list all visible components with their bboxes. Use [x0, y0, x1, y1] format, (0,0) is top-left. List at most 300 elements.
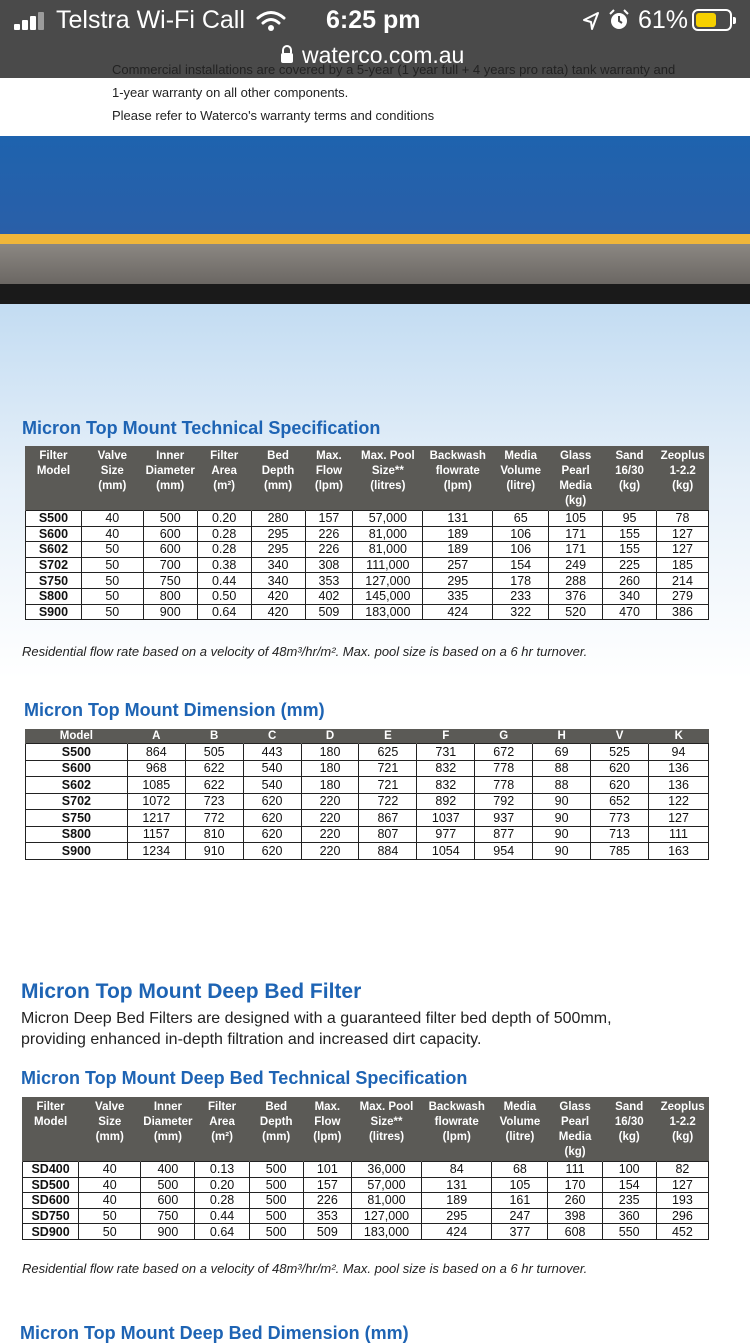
deep-bed-title: Micron Top Mount Deep Bed Filter	[21, 980, 362, 1003]
clock: 6:25 pm	[326, 6, 421, 34]
column-header-line: (mm)	[98, 480, 127, 492]
table-row	[26, 557, 709, 573]
model-cell: SD500	[23, 1177, 79, 1193]
table-cell: 183,000	[351, 1224, 421, 1240]
table-cell: 90	[533, 826, 591, 843]
table-cell: 500	[249, 1162, 303, 1178]
table-cell: 40	[81, 526, 143, 542]
model-cell: S702	[26, 793, 128, 810]
model-cell: S500	[26, 511, 82, 527]
table-cell: 131	[423, 511, 493, 527]
column-header-line: (mm)	[95, 1131, 124, 1143]
lock-icon	[280, 44, 294, 64]
column-header	[305, 446, 353, 511]
table-cell: 225	[603, 557, 657, 573]
column-header-line: Media	[504, 450, 537, 462]
table-cell: 40	[79, 1177, 141, 1193]
column-header-line: (kg)	[672, 1131, 694, 1143]
table-cell: 131	[422, 1177, 492, 1193]
column-header-line: Max.	[314, 1101, 341, 1113]
column-header-line: Filter	[208, 1101, 237, 1113]
table-cell: 877	[475, 826, 533, 843]
table-cell: 257	[423, 557, 493, 573]
table-cell: 220	[301, 793, 359, 810]
table-cell: 509	[303, 1224, 351, 1240]
table-cell: 40	[79, 1193, 141, 1209]
column-header	[648, 729, 708, 744]
column-header	[251, 446, 305, 511]
table-cell: 65	[493, 511, 549, 527]
table-cell: 622	[185, 777, 243, 794]
column-header-line: Media	[503, 1101, 537, 1113]
column-header-line: Flow	[314, 1116, 341, 1128]
table-cell: 0.44	[195, 1208, 249, 1224]
table-cell: 900	[143, 604, 197, 620]
table-cell: 424	[423, 604, 493, 620]
column-header	[141, 1097, 195, 1162]
spec-note: Residential flow rate based on a velocity of 48m³/hr/m². Max. pool size is based on a 6 hr turnover.	[22, 644, 588, 659]
table-cell: 800	[143, 588, 197, 604]
table-cell: 540	[243, 760, 301, 777]
table-cell: 296	[656, 1208, 708, 1224]
column-header-line: (mm)	[153, 1131, 182, 1143]
table-cell: 721	[359, 777, 417, 794]
table-cell: 226	[303, 1193, 351, 1209]
column-header-line: F	[442, 730, 450, 742]
battery-percent: 61%	[638, 6, 689, 34]
table-cell: 937	[475, 810, 533, 827]
table-cell: 122	[648, 793, 708, 810]
column-header-line: Bed	[265, 1101, 288, 1113]
column-header-line: Max. Pool	[359, 1101, 414, 1113]
model-cell: S600	[26, 760, 128, 777]
table-cell: 180	[301, 744, 359, 761]
column-header-line: 16/30	[614, 1116, 644, 1128]
column-header-line: (kg)	[618, 1131, 640, 1143]
table-cell: 731	[417, 744, 475, 761]
column-header-line: flowrate	[434, 1116, 479, 1128]
table-cell: 620	[243, 843, 301, 860]
column-header-line: Model	[33, 1116, 68, 1128]
column-header-line: (m²)	[213, 480, 236, 492]
table-cell: 235	[602, 1193, 656, 1209]
column-header	[417, 729, 475, 744]
table-cell: 1054	[417, 843, 475, 860]
table-cell: 295	[251, 542, 305, 558]
column-header-line: Glass	[559, 1101, 591, 1113]
table-cell: 622	[185, 760, 243, 777]
table-cell: 420	[251, 588, 305, 604]
column-header	[301, 729, 359, 744]
table-cell: 106	[493, 542, 549, 558]
battery-icon	[692, 9, 732, 31]
model-cell: SD600	[23, 1193, 79, 1209]
column-header-line: Filter	[36, 1101, 65, 1113]
model-cell: S900	[26, 604, 82, 620]
table-cell: 398	[548, 1208, 602, 1224]
table-cell: 88	[533, 760, 591, 777]
table-row	[23, 1193, 709, 1209]
table-cell: 810	[185, 826, 243, 843]
table-cell: 386	[656, 604, 708, 620]
column-header	[81, 446, 143, 511]
table-cell: 954	[475, 843, 533, 860]
column-header-line: V	[615, 730, 624, 742]
column-header-line: Size	[98, 1116, 122, 1128]
column-header	[359, 729, 417, 744]
column-header-line: G	[499, 730, 509, 742]
column-header	[195, 1097, 249, 1162]
column-header	[26, 446, 82, 511]
table-cell: 247	[492, 1208, 548, 1224]
table-row	[26, 542, 709, 558]
table-cell: 185	[656, 557, 708, 573]
column-header-line: E	[384, 730, 392, 742]
table-cell: 402	[305, 588, 353, 604]
table-cell: 424	[422, 1224, 492, 1240]
table-cell: 620	[591, 760, 649, 777]
table-cell: 214	[656, 573, 708, 589]
table-cell: 57,000	[351, 1177, 421, 1193]
deep-bed-spec-title: Micron Top Mount Deep Bed Technical Specification	[21, 1068, 468, 1088]
table-row	[26, 793, 709, 810]
column-header-line: Area	[211, 465, 237, 477]
column-header	[603, 446, 657, 511]
column-header	[422, 1097, 492, 1162]
table-cell: 170	[548, 1177, 602, 1193]
table-cell: 620	[243, 793, 301, 810]
banner-gold-stripe	[0, 234, 750, 244]
table-cell: 1234	[127, 843, 185, 860]
table-cell: 322	[493, 604, 549, 620]
model-cell: S500	[26, 744, 128, 761]
model-cell: SD900	[23, 1224, 79, 1240]
column-header	[185, 729, 243, 744]
table-cell: 807	[359, 826, 417, 843]
column-header-line: Model	[59, 730, 94, 742]
column-header-line: Filter	[39, 450, 68, 462]
column-header-line: Valve	[97, 450, 128, 462]
column-header-line: (kg)	[565, 495, 587, 507]
column-header	[243, 729, 301, 744]
table-cell: 69	[533, 744, 591, 761]
table-cell: 0.28	[197, 526, 251, 542]
banner-blue	[0, 136, 750, 234]
table-row	[26, 526, 709, 542]
warranty-line-2[interactable]: Please refer to Waterco's warranty terms and conditions	[112, 108, 435, 123]
column-header-line: Max. Pool	[361, 450, 415, 462]
column-header-line: Volume	[500, 465, 542, 477]
table-cell: 163	[648, 843, 708, 860]
column-header-line: (litre)	[505, 1131, 535, 1143]
column-header	[549, 446, 603, 511]
table-cell: 145,000	[353, 588, 423, 604]
column-header	[475, 729, 533, 744]
table-cell: 105	[549, 511, 603, 527]
table-cell: 249	[549, 557, 603, 573]
column-header	[492, 1097, 548, 1162]
column-header-line: Sand	[615, 450, 644, 462]
column-header	[26, 729, 128, 744]
table-cell: 106	[493, 526, 549, 542]
table-cell: 832	[417, 777, 475, 794]
table-cell: 0.20	[197, 511, 251, 527]
table-cell: 161	[492, 1193, 548, 1209]
table-cell: 193	[656, 1193, 708, 1209]
table-cell: 620	[243, 826, 301, 843]
table-cell: 353	[303, 1208, 351, 1224]
column-header-line: Bed	[267, 450, 289, 462]
column-header	[591, 729, 649, 744]
table-cell: 78	[656, 511, 708, 527]
table-cell: 892	[417, 793, 475, 810]
table-cell: 90	[533, 793, 591, 810]
table-cell: 340	[251, 573, 305, 589]
table-cell: 500	[249, 1224, 303, 1240]
table-cell: 452	[656, 1224, 708, 1240]
table-cell: 127	[656, 542, 708, 558]
table-cell: 260	[603, 573, 657, 589]
table-cell: 600	[143, 542, 197, 558]
model-cell: S900	[26, 843, 128, 860]
table-cell: 620	[591, 777, 649, 794]
table-cell: 220	[301, 810, 359, 827]
table-cell: 500	[141, 1177, 195, 1193]
column-header-line: (kg)	[672, 480, 694, 492]
column-header-line: Media	[558, 1131, 592, 1143]
table-cell: 722	[359, 793, 417, 810]
column-header-line: Sand	[615, 1101, 644, 1113]
table-cell: 226	[305, 542, 353, 558]
alarm-icon	[608, 9, 630, 31]
table-cell: 127,000	[353, 573, 423, 589]
table-cell: 652	[591, 793, 649, 810]
table-cell: 136	[648, 777, 708, 794]
table-cell: 500	[249, 1193, 303, 1209]
table-cell: 785	[591, 843, 649, 860]
model-cell: S702	[26, 557, 82, 573]
table-cell: 295	[423, 573, 493, 589]
table-cell: 94	[648, 744, 708, 761]
table-cell: 884	[359, 843, 417, 860]
table-cell: 773	[591, 810, 649, 827]
table-cell: 525	[591, 744, 649, 761]
column-header-line: (m²)	[211, 1131, 233, 1143]
table-cell: 308	[305, 557, 353, 573]
table-cell: 50	[81, 542, 143, 558]
column-header-line: Depth	[259, 1116, 293, 1128]
table-cell: 90	[533, 843, 591, 860]
column-header-line: Size**	[371, 465, 404, 477]
table-row	[26, 810, 709, 827]
column-header-line: flowrate	[435, 465, 480, 477]
table-row	[26, 843, 709, 860]
column-header-line: Pearl	[560, 1116, 590, 1128]
table-cell: 713	[591, 826, 649, 843]
table-cell: 723	[185, 793, 243, 810]
table-cell: 377	[492, 1224, 548, 1240]
table-cell: 1217	[127, 810, 185, 827]
table-cell: 100	[602, 1162, 656, 1178]
table-row	[26, 511, 709, 527]
table-cell: 127	[656, 1177, 708, 1193]
table-cell: 520	[549, 604, 603, 620]
table-row	[26, 826, 709, 843]
table-cell: 260	[548, 1193, 602, 1209]
model-cell: S800	[26, 588, 82, 604]
column-header	[656, 446, 708, 511]
table-cell: 95	[603, 511, 657, 527]
column-header-line: (mm)	[156, 480, 185, 492]
column-header	[351, 1097, 421, 1162]
table-cell: 600	[143, 526, 197, 542]
table-cell: 910	[185, 843, 243, 860]
column-header-line: Zeoplus	[660, 450, 705, 462]
column-header-line: Zeoplus	[660, 1101, 705, 1113]
column-header-line: 1-2.2	[669, 1116, 696, 1128]
table-cell: 295	[251, 526, 305, 542]
table-cell: 57,000	[353, 511, 423, 527]
column-header-line: Size**	[370, 1116, 403, 1128]
column-header-line: Inner	[153, 1101, 182, 1113]
table-cell: 340	[251, 557, 305, 573]
table-cell: 50	[81, 588, 143, 604]
column-header-line: (lpm)	[442, 1131, 471, 1143]
column-header-line: Valve	[95, 1101, 125, 1113]
table-row	[26, 573, 709, 589]
table-cell: 68	[492, 1162, 548, 1178]
table-cell: 111,000	[353, 557, 423, 573]
warranty-cut-line: Commercial installations are covered by a 5-year (1 year full + 4 years pro rata) tank warranty and	[112, 62, 676, 77]
column-header-line: Volume	[499, 1116, 541, 1128]
table-cell: 864	[127, 744, 185, 761]
deep-bed-spec-table	[22, 1097, 709, 1240]
model-cell: S800	[26, 826, 128, 843]
table-cell: 700	[143, 557, 197, 573]
column-header-line: Flow	[315, 465, 343, 477]
deep-bed-description: Micron Deep Bed Filters are designed with a guaranteed filter bed depth of 500mm, providing enhanced in-depth filtration and increased dirt capacity.	[21, 1010, 612, 1048]
table-cell: 1037	[417, 810, 475, 827]
column-header-line: (lpm)	[443, 480, 472, 492]
column-header	[127, 729, 185, 744]
table-cell: 0.64	[195, 1224, 249, 1240]
column-header-line: Diameter	[145, 465, 195, 477]
table-cell: 171	[549, 526, 603, 542]
column-header-line: Glass	[559, 450, 592, 462]
table-cell: 620	[243, 810, 301, 827]
table-cell: 157	[303, 1177, 351, 1193]
table-row	[26, 760, 709, 777]
column-header-line: Max.	[316, 450, 342, 462]
table-cell: 400	[141, 1162, 195, 1178]
table-cell: 280	[251, 511, 305, 527]
table-cell: 0.44	[197, 573, 251, 589]
model-cell: S750	[26, 810, 128, 827]
column-header	[23, 1097, 79, 1162]
column-header	[143, 446, 197, 511]
table-cell: 111	[648, 826, 708, 843]
column-header-line: (lpm)	[314, 480, 343, 492]
spec-title: Micron Top Mount Technical Specification	[22, 418, 381, 438]
table-cell: 50	[79, 1224, 141, 1240]
table-cell: 220	[301, 826, 359, 843]
column-header-line: 1-2.2	[669, 465, 696, 477]
table-cell: 1072	[127, 793, 185, 810]
table-cell: 295	[422, 1208, 492, 1224]
table-cell: 180	[301, 777, 359, 794]
table-cell: 1085	[127, 777, 185, 794]
address-bar-url[interactable]: waterco.com.au	[302, 42, 465, 68]
carrier-name: Telstra Wi-Fi Call	[56, 6, 245, 34]
column-header	[353, 446, 423, 511]
column-header-line: (lpm)	[313, 1131, 342, 1143]
table-cell: 340	[603, 588, 657, 604]
column-header-line: Media	[559, 480, 592, 492]
model-cell: SD400	[23, 1162, 79, 1178]
table-cell: 50	[79, 1208, 141, 1224]
column-header-line: Backwash	[428, 1101, 485, 1113]
table-cell: 189	[422, 1193, 492, 1209]
column-header-line: (mm)	[262, 1131, 291, 1143]
table-cell: 540	[243, 777, 301, 794]
table-cell: 136	[648, 760, 708, 777]
table-cell: 178	[493, 573, 549, 589]
column-header	[303, 1097, 351, 1162]
table-cell: 778	[475, 777, 533, 794]
table-cell: 40	[79, 1162, 141, 1178]
column-header	[79, 1097, 141, 1162]
table-cell: 505	[185, 744, 243, 761]
column-header-line: Model	[36, 465, 71, 477]
model-cell: S600	[26, 526, 82, 542]
table-cell: 353	[305, 573, 353, 589]
column-header-line: B	[210, 730, 219, 742]
column-header	[548, 1097, 602, 1162]
table-cell: 105	[492, 1177, 548, 1193]
spec-table	[25, 446, 709, 620]
table-cell: 750	[143, 573, 197, 589]
table-row	[23, 1208, 709, 1224]
table-cell: 335	[423, 588, 493, 604]
table-cell: 420	[251, 604, 305, 620]
table-cell: 600	[141, 1193, 195, 1209]
table-cell: 84	[422, 1162, 492, 1178]
column-header-line: (litres)	[368, 1131, 405, 1143]
table-cell: 750	[141, 1208, 195, 1224]
banner-dark	[0, 284, 750, 304]
table-cell: 50	[81, 573, 143, 589]
table-cell: 233	[493, 588, 549, 604]
location-icon	[582, 10, 600, 32]
table-cell: 0.38	[197, 557, 251, 573]
table-cell: 772	[185, 810, 243, 827]
column-header-line: (mm)	[263, 480, 293, 492]
table-cell: 977	[417, 826, 475, 843]
column-header-line: K	[674, 730, 683, 742]
table-cell: 900	[141, 1224, 195, 1240]
table-cell: 721	[359, 760, 417, 777]
table-cell: 180	[301, 760, 359, 777]
table-row	[26, 588, 709, 604]
column-header	[423, 446, 493, 511]
column-header	[249, 1097, 303, 1162]
banner-grey	[0, 244, 750, 284]
table-cell: 550	[602, 1224, 656, 1240]
table-row	[23, 1224, 709, 1240]
column-header-line: Diameter	[143, 1116, 193, 1128]
column-header-line: C	[267, 730, 277, 742]
table-cell: 0.28	[195, 1193, 249, 1209]
